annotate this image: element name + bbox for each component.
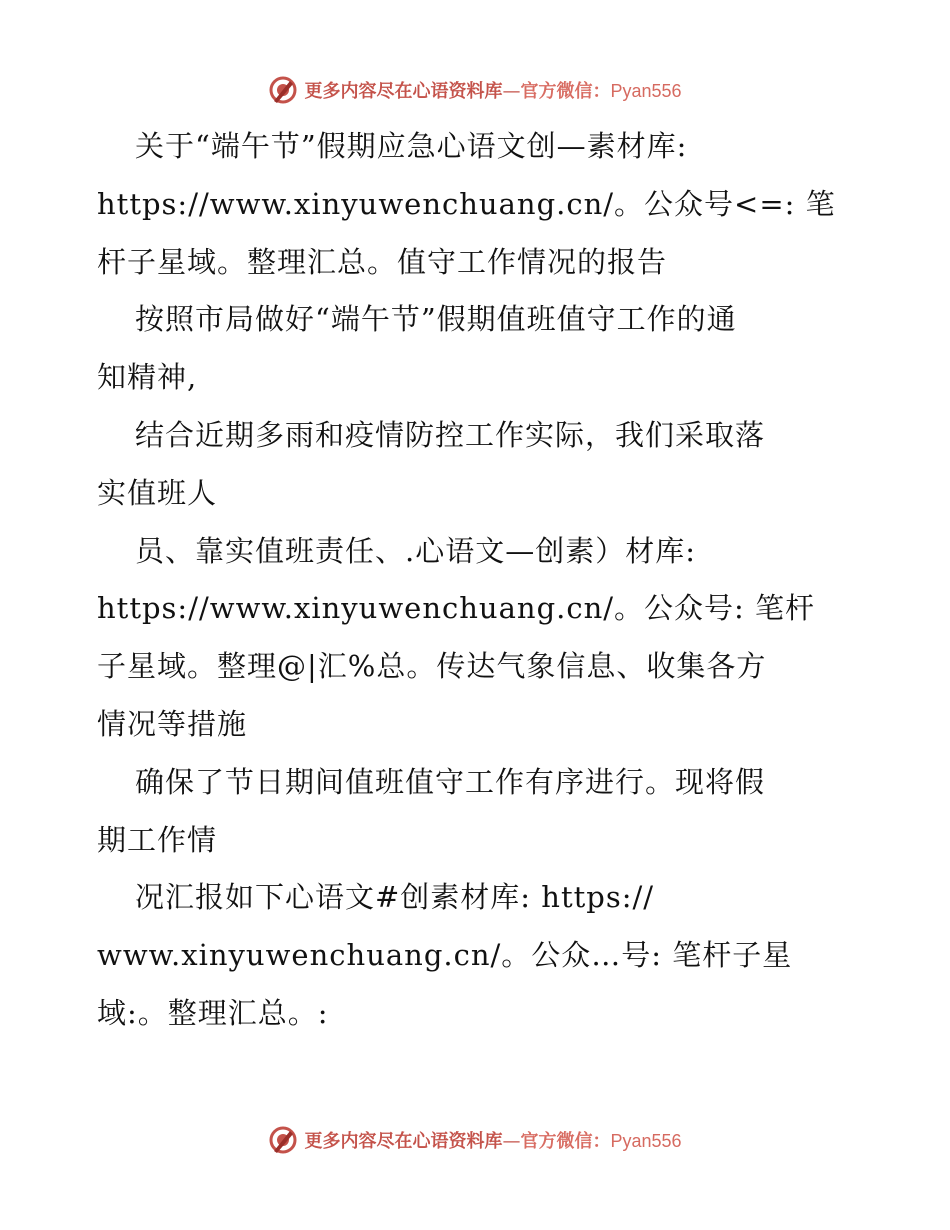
banner-wechat-label: 官方微信： bbox=[520, 81, 611, 102]
text-line: 杆子星域。整理汇总。值守工作情况的报告 bbox=[97, 244, 668, 279]
banner-wechat-id: Pyan556 bbox=[610, 1131, 682, 1151]
text-line: 域:。整理汇总。: bbox=[97, 995, 329, 1030]
text-line: 期工作情 bbox=[97, 822, 218, 857]
text-line: 员、靠实值班责任、.心语文—创素）材库: bbox=[135, 533, 696, 568]
text-line: https://www.xinyuwenchuang.cn/。公众号<=: 笔 bbox=[97, 186, 836, 221]
banner-wechat-id: Pyan556 bbox=[610, 81, 682, 101]
text-line: 子星域。整理@|汇%总。传达气象信息、收集各方 bbox=[97, 649, 767, 684]
text-line: 情况等措施 bbox=[97, 706, 248, 741]
text-line: 关于“端午节”假期应急心语文创—素材库: bbox=[135, 129, 688, 163]
text-line: 结合近期多雨和疫情防控工作实际，我们采取落 bbox=[135, 417, 766, 452]
banner-wechat-label: 官方微信： bbox=[520, 1131, 611, 1152]
text-line: 实值班人 bbox=[97, 475, 218, 510]
pen-logo-icon bbox=[268, 1125, 298, 1155]
pen-logo-icon bbox=[268, 75, 298, 105]
text-line: 知精神, bbox=[97, 360, 198, 395]
text-line: www.xinyuwenchuang.cn/。公众…号: 笔杆子星 bbox=[97, 938, 793, 973]
banner-main-text: 更多内容尽在心语资料库 bbox=[304, 1131, 503, 1152]
banner-separator: — bbox=[502, 1131, 521, 1152]
banner-text bbox=[304, 77, 681, 103]
header-banner bbox=[0, 70, 950, 110]
footer-banner bbox=[0, 1120, 950, 1160]
banner-main-text: 更多内容尽在心语资料库 bbox=[304, 81, 503, 102]
text-line: 况汇报如下心语文#创素材库: https:// bbox=[135, 880, 655, 915]
text-line: https://www.xinyuwenchuang.cn/。公众号: 笔杆 bbox=[97, 591, 816, 626]
banner-text bbox=[304, 1127, 681, 1153]
text-line: 按照市局做好“端午节”假期值班值守工作的通 bbox=[135, 302, 737, 337]
text-line: 确保了节日期间值班值守工作有序进行。现将假 bbox=[135, 764, 766, 799]
document-body bbox=[97, 118, 857, 1043]
banner-separator: — bbox=[502, 81, 521, 102]
